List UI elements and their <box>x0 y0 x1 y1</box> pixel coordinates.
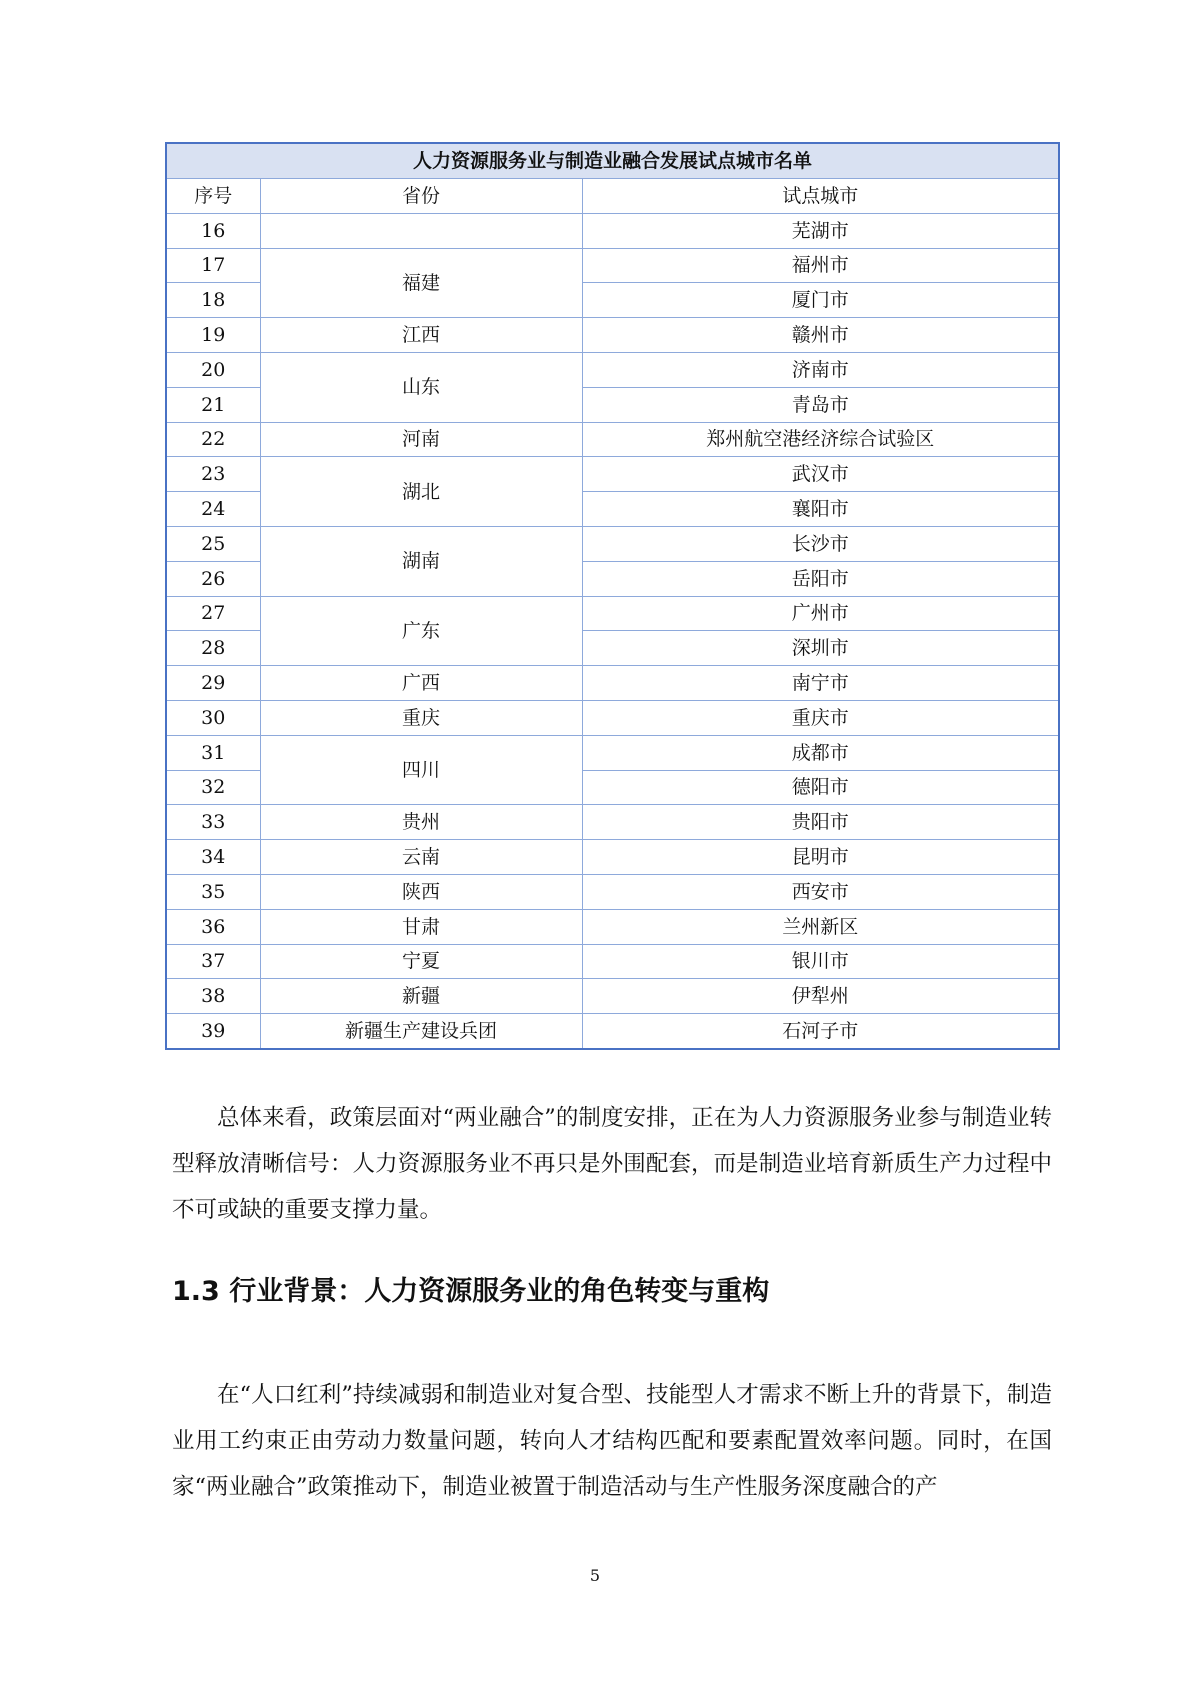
row-province: 贵州 <box>260 805 582 840</box>
row-city: 福州市 <box>582 248 1059 283</box>
paragraph-text: 在“人口红利”持续减弱和制造业对复合型、技能型人才需求不断上升的背景下，制造业用工约束正由劳动力数量问题，转向人才结构匹配和要素配置效率问题。同时，在国家“两业融合”政策推动下，制造业被置于制造活动与生产性服务深度融合的产 <box>172 1382 1052 1500</box>
row-province: 宁夏 <box>260 944 582 979</box>
row-city: 广州市 <box>582 596 1059 631</box>
row-province: 陕西 <box>260 874 582 909</box>
table-row <box>166 213 1059 248</box>
row-province: 江西 <box>260 318 582 353</box>
row-city: 银川市 <box>582 944 1059 979</box>
table-row <box>166 805 1059 840</box>
row-city: 深圳市 <box>582 631 1059 666</box>
row-no: 30 <box>166 700 260 735</box>
row-no: 24 <box>166 492 260 527</box>
paragraph-text: 总体来看，政策层面对“两业融合”的制度安排，正在为人力资源服务业参与制造业转型释放清晰信号：人力资源服务业不再只是外围配套，而是制造业培育新质生产力过程中不可或缺的重要支撑力量。 <box>172 1105 1052 1223</box>
row-city: 昆明市 <box>582 840 1059 875</box>
row-city: 石河子市 <box>582 1014 1059 1049</box>
row-no: 19 <box>166 318 260 353</box>
row-no: 26 <box>166 561 260 596</box>
row-no: 18 <box>166 283 260 318</box>
row-no: 22 <box>166 422 260 457</box>
body-paragraph <box>172 1095 1052 1233</box>
row-city: 贵阳市 <box>582 805 1059 840</box>
table-row <box>166 979 1059 1014</box>
pilot-city-table <box>165 142 1060 1050</box>
row-no: 17 <box>166 248 260 283</box>
table-row <box>166 318 1059 353</box>
row-province: 甘肃 <box>260 909 582 944</box>
table-row <box>166 840 1059 875</box>
row-city: 郑州航空港经济综合试验区 <box>582 422 1059 457</box>
table-row <box>166 457 1059 492</box>
row-city: 兰州新区 <box>582 909 1059 944</box>
table-header-row <box>166 179 1059 214</box>
page-number: 5 <box>589 1566 601 1585</box>
row-city: 重庆市 <box>582 700 1059 735</box>
row-no: 20 <box>166 352 260 387</box>
header-no: 序号 <box>166 179 260 214</box>
row-province: 新疆生产建设兵团 <box>260 1014 582 1049</box>
row-no: 33 <box>166 805 260 840</box>
row-province: 云南 <box>260 840 582 875</box>
row-no: 28 <box>166 631 260 666</box>
row-no: 32 <box>166 770 260 805</box>
row-no: 37 <box>166 944 260 979</box>
table-row <box>166 1014 1059 1049</box>
table-row <box>166 526 1059 561</box>
row-city: 成都市 <box>582 735 1059 770</box>
row-no: 23 <box>166 457 260 492</box>
row-city: 青岛市 <box>582 387 1059 422</box>
table-row <box>166 596 1059 631</box>
row-city: 武汉市 <box>582 457 1059 492</box>
row-no: 38 <box>166 979 260 1014</box>
row-city: 伊犁州 <box>582 979 1059 1014</box>
row-province: 山东 <box>260 352 582 422</box>
row-city: 南宁市 <box>582 666 1059 701</box>
table-row <box>166 700 1059 735</box>
row-no: 27 <box>166 596 260 631</box>
table-row <box>166 735 1059 770</box>
row-city: 济南市 <box>582 352 1059 387</box>
row-city: 德阳市 <box>582 770 1059 805</box>
table-row <box>166 666 1059 701</box>
section-heading: 1.3 行业背景：人力资源服务业的角色转变与重构 <box>172 1276 770 1307</box>
header-city: 试点城市 <box>582 179 1059 214</box>
row-no: 36 <box>166 909 260 944</box>
table-row <box>166 874 1059 909</box>
row-no: 34 <box>166 840 260 875</box>
row-province <box>260 213 582 248</box>
row-no: 39 <box>166 1014 260 1049</box>
row-no: 35 <box>166 874 260 909</box>
header-province: 省份 <box>260 179 582 214</box>
table-title: 人力资源服务业与制造业融合发展试点城市名单 <box>166 143 1059 179</box>
table-row <box>166 422 1059 457</box>
row-city: 厦门市 <box>582 283 1059 318</box>
row-province: 湖北 <box>260 457 582 527</box>
row-city: 长沙市 <box>582 526 1059 561</box>
row-city: 芜湖市 <box>582 213 1059 248</box>
row-no: 21 <box>166 387 260 422</box>
row-city: 西安市 <box>582 874 1059 909</box>
row-city: 襄阳市 <box>582 492 1059 527</box>
row-city: 岳阳市 <box>582 561 1059 596</box>
row-province: 广东 <box>260 596 582 666</box>
row-province: 四川 <box>260 735 582 805</box>
table-row <box>166 248 1059 283</box>
row-province: 广西 <box>260 666 582 701</box>
row-no: 16 <box>166 213 260 248</box>
table-row <box>166 944 1059 979</box>
row-province: 湖南 <box>260 526 582 596</box>
row-province: 福建 <box>260 248 582 318</box>
body-paragraph <box>172 1372 1052 1510</box>
table-row <box>166 352 1059 387</box>
row-province: 河南 <box>260 422 582 457</box>
table-title-row <box>166 143 1059 179</box>
row-no: 29 <box>166 666 260 701</box>
row-no: 25 <box>166 526 260 561</box>
row-province: 新疆 <box>260 979 582 1014</box>
row-no: 31 <box>166 735 260 770</box>
row-province: 重庆 <box>260 700 582 735</box>
row-city: 赣州市 <box>582 318 1059 353</box>
table-row <box>166 909 1059 944</box>
